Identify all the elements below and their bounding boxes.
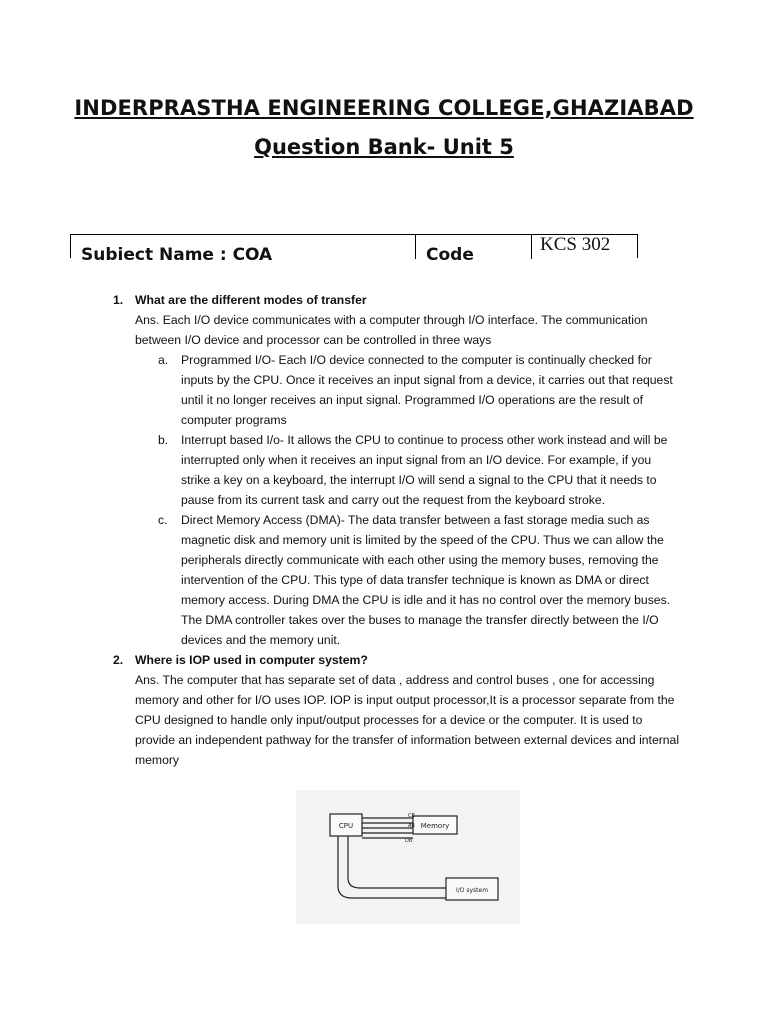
item-marker: c. [158,513,168,527]
item-text: Direct Memory Access (DMA)- The data transfer between a fast storage media such as magnetic disk and memory unit is limited by the speed of the CPU. Thus we can allow the peripherals directly communicate with each other using the memory buses, removing the intervention of the CPU. This type of data transfer technique is known as DMA or direct memory access. During DMA the CPU is idle and it has no control over the memory buses. The DMA controller takes over the buses to manage the transfer directly between the I/O devices and the memory unit. [181,513,671,647]
college-title: INDERPRASTHA ENGINEERING COLLEGE,GHAZIABAD [74,96,694,120]
page-subtitle: Question Bank- Unit 5 [254,135,514,159]
io-path-inner [348,836,446,888]
bus-label: AB [408,823,415,829]
code-value-cell [532,235,637,259]
question-number: 1. [113,293,124,307]
bus-label: CB [408,813,415,819]
code-label-cell [416,235,532,265]
answer-item [0,510,678,650]
memory-label: Memory [420,822,450,830]
question-heading [0,650,680,670]
answer-item [0,350,678,430]
item-text: Interrupt based I/o- It allows the CPU to continue to process other work instead and will be interrupted only when it receives an input signal from an I/O device. For example, if you strike a key on a keyboard, the interrupt I/O will send a signal to the CPU that it needs to pause from its current task and carry out the request from the keyboard stroke. [181,433,668,507]
question-heading [0,290,680,310]
question-number: 2. [113,653,124,667]
code-value: KCS 302 [540,234,611,255]
io-system-label: I/O system [455,887,489,894]
question-list [0,290,768,770]
subject-table [70,234,638,265]
bus-label: DB [405,838,413,844]
answer-text: Ans. The computer that has separate set of data , address and control buses , one for accessing memory and other for I/O uses IOP. IOP is input output processor,It is a processor separate from the CPU designed to handle only input/output processes for a device or the computer. It is used to provide an independent pathway for the transfer of information between external devices and internal memory [135,673,680,767]
iop-diagram [296,790,520,924]
item-marker: b. [158,433,169,447]
subject-name-label: Subiect Name : COA [81,245,273,265]
item-marker: a. [158,353,169,367]
question-text: What are the different modes of transfer [135,293,367,307]
question-text: Where is IOP used in computer system? [135,653,368,667]
subject-name-cell [71,235,416,265]
item-text: Programmed I/O- Each I/O device connected to the computer is continually checked for inputs by the CPU. Once it receives an input signal from a device, it carries out that request until it no longer receives an input signal. Programmed I/O operations are the result of computer programs [181,353,673,427]
code-label: Code [426,245,474,265]
answer-text: Ans. Each I/O device communicates with a computer through I/O interface. The communication between I/O device and processor can be controlled in three ways [135,313,648,347]
answer-item [0,430,678,510]
io-path-outer [338,836,446,898]
cpu-label: CPU [338,822,354,830]
iop-diagram-svg [296,790,520,924]
